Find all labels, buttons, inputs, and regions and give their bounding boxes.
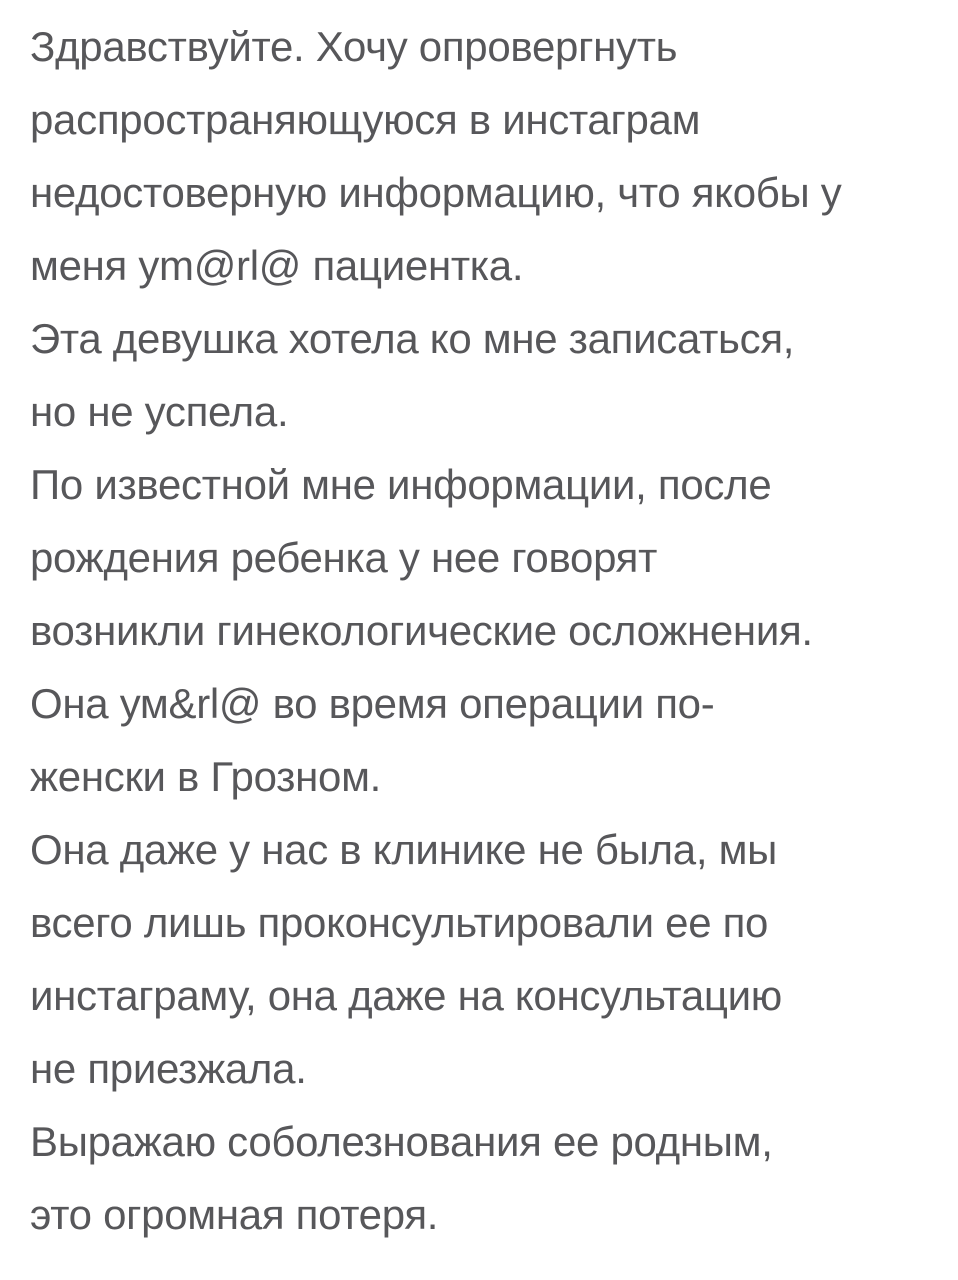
text-line: женски в Грозном.	[30, 753, 382, 800]
text-line: меня ym@rl@ пациентка.	[30, 242, 524, 289]
text-line: инстаграму, она даже на консультацию	[30, 972, 783, 1019]
text-line: Выражаю соболезнования ее родным,	[30, 1118, 773, 1165]
text-line: недостоверную информацию, что якобы у	[30, 169, 842, 216]
text-line: не приезжала.	[30, 1045, 307, 1092]
text-line: Эта девушка хотела ко мне записаться,	[30, 315, 795, 362]
text-line: рождения ребенка у нее говорят	[30, 534, 658, 581]
text-line: Она даже у нас в клинике не была, мы	[30, 826, 778, 873]
text-line: По известной мне информации, после	[30, 461, 772, 508]
text-line: это огромная потеря.	[30, 1191, 439, 1238]
text-line: но не успела.	[30, 388, 289, 435]
message-text	[30, 10, 918, 1251]
text-line: Здравствуйте. Хочу опровергнуть	[30, 23, 678, 70]
text-line: распространяющуюся в инстаграм	[30, 96, 701, 143]
text-line: Она ум&rl@ во время операции по-	[30, 680, 715, 727]
text-line: возникли гинекологические осложнения.	[30, 607, 813, 654]
text-line: всего лишь проконсультировали ее по	[30, 899, 769, 946]
